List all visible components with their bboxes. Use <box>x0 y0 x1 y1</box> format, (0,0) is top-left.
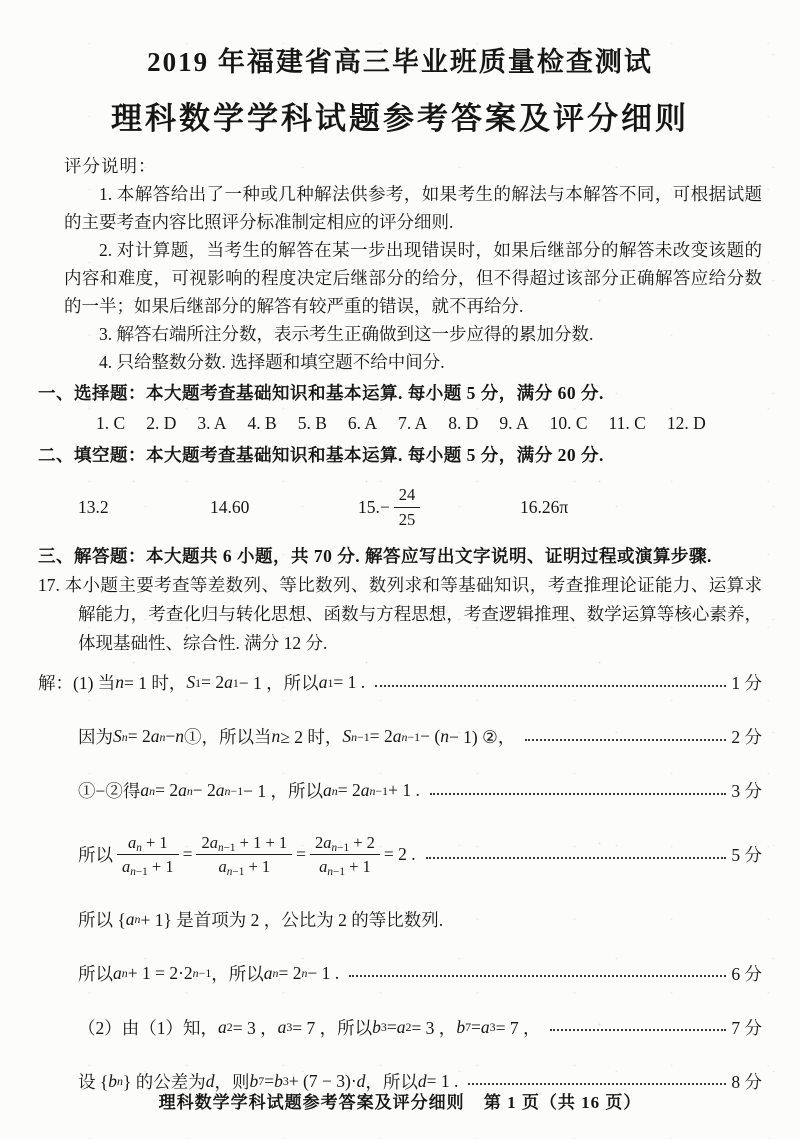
score-label: 1 分 <box>731 673 762 693</box>
blank-answer-label: 13. <box>78 496 100 517</box>
page-footer <box>0 1088 800 1113</box>
solution-step <box>38 961 762 986</box>
dotted-leader <box>426 857 727 859</box>
dotted-leader <box>349 975 726 977</box>
blank-answer-value: 26π <box>541 496 569 517</box>
solution-step-text: （2）由（1）知， a 2 = 3 ， a 3 = 7 ，所以 b 3 = a 2 = 3 ， b 7 = a 3 = 7 ， <box>78 1016 541 1038</box>
choice-answer: 10. C <box>549 413 588 433</box>
choice-answer: 12. D <box>666 413 706 433</box>
blank-answer-value: 2 <box>99 496 109 517</box>
fraction <box>196 832 292 878</box>
solution-step-text: 设 { b n } 的公差为 d ，则 b 7 = b 3 + (7 − 3)· d ，所以 d = 1 . <box>78 1070 459 1092</box>
exam-title: 2019 年福建省高三毕业班质量检查测试 <box>147 47 653 77</box>
footer-title: 理科数学学科试题参考答案及评分细则 <box>158 1093 465 1112</box>
fraction-numerator: $2a_{n-1} + 2$ <box>310 832 380 855</box>
fraction-denominator: $a_{n-1} + 1$ <box>122 857 174 879</box>
question-17-intro: 17. 本小题主要考查等差数列、等比数列、数列求和等基础知识，考查推理论证能力、运算求解能力，考查化归与转化思想、函数与方程思想，考查逻辑推理、数学运算等核心素养，体现基础性、综合性. 满分 12 分. <box>38 575 762 653</box>
blank-answer-value: 60 <box>231 496 250 517</box>
grading-notes-heading: 评分说明： <box>64 156 157 176</box>
step-prefix: 所以 <box>78 845 113 866</box>
blank-answer-label: 16. <box>520 496 542 517</box>
choice-answer: 8. D <box>448 413 479 433</box>
choice-answer: 5. B <box>297 413 327 433</box>
fraction-denominator: $a_{n-1} + 1$ <box>319 857 371 879</box>
section-heading-multiple-choice: 一、选择题：本大题考查基础知识和基本运算. 每小题 5 分，满分 60 分. <box>38 383 604 403</box>
choice-answer: 2. D <box>146 413 177 433</box>
fill-in-blank-answers-row <box>38 478 762 536</box>
blank-answer-15 <box>358 484 520 530</box>
solution-step <box>38 670 762 695</box>
score-label: 7 分 <box>731 1017 762 1038</box>
dotted-leader <box>550 1029 726 1031</box>
footer-page-number: 第 1 页（共 16 页） <box>483 1093 642 1112</box>
score-label: 6 分 <box>731 963 762 984</box>
grading-note-item: 4. 只给整数分数. 选择题和填空题不给中间分. <box>99 352 445 372</box>
minus-sign: − <box>379 496 390 517</box>
choice-answer: 11. C <box>608 413 646 433</box>
score-label: 8 分 <box>731 1071 762 1092</box>
blank-answer-label: 14. <box>210 496 232 517</box>
choice-answer: 6. A <box>347 413 378 433</box>
solution-step <box>38 778 762 803</box>
equals-sign: = <box>182 844 193 865</box>
solution-step <box>38 724 762 749</box>
section-heading-fill-in-blank: 二、填空题：本大题考查基础知识和基本运算. 每小题 5 分，满分 20 分. <box>38 445 604 465</box>
multiple-choice-answers-row <box>38 408 762 438</box>
blank-answer-label: 15. <box>358 496 380 517</box>
grading-note-item: 1. 本解答给出了一种或几种解法供参考，如果考生的解法与本解答不同，可根据试题的主要考查内容比照评分标准制定相应的评分细则. <box>64 184 762 232</box>
fraction-denominator: $a_{n-1} + 1$ <box>218 857 271 879</box>
choice-answer: 7. A <box>398 413 428 433</box>
equals-sign: = <box>296 844 307 865</box>
dotted-leader <box>525 739 726 741</box>
solution-step-text: 因为 S n = 2 a n − n ①，所以当 n ≥ 2 时， S n−1 = 2 a n−1 − ( n − 1) ②， <box>78 726 516 747</box>
solution-step <box>38 907 762 932</box>
solution-step-fraction-equation <box>38 832 762 878</box>
grading-note-item: 3. 解答右端所注分数，表示考生正确做到这一步应得的累加分数. <box>99 324 594 344</box>
choice-answer: 1. C <box>96 413 126 433</box>
grading-note-item: 2. 对计算题，当考生的解答在某一步出现错误时，如果后继部分的解答未改变该题的内容和难度，可视影响的程度决定后继部分的给分，但不得超过该部分正确解答应给分数的一半；如果后继部分的解答有较严重的错误，就不再给分. <box>64 240 762 316</box>
choice-answer: 3. A <box>197 413 227 433</box>
solution-step-text: 解：(1) 当 n = 1 时， S 1 = 2 a 1 − 1 ，所以 a 1 = 1 . <box>38 672 366 693</box>
dotted-leader <box>375 685 726 687</box>
solution-step-text: ①−②得 a n = 2 a n − 2 a n−1 − 1 ，所以 a n = 2 a n−1 + 1 . <box>78 780 420 801</box>
grading-notes <box>64 152 762 376</box>
fraction-denominator: 25 <box>398 509 416 529</box>
blank-answer-13 <box>78 497 210 518</box>
solution-step-text: 所以 a n + 1 = 2·2 n−1 ，所以 a n = 2 n − 1 . <box>78 962 340 984</box>
blank-answer-14 <box>210 497 358 518</box>
solution-step-text: 所以 { a n + 1} 是首项为 2 ，公比为 2 的等比数列. <box>78 908 444 930</box>
choice-answer: 4. B <box>247 413 277 433</box>
solution-step <box>38 1015 762 1040</box>
choice-answer: 9. A <box>499 413 529 433</box>
fraction-numerator: $a_n + 1$ <box>117 832 179 855</box>
solution-step-text <box>78 832 416 878</box>
dotted-leader <box>468 1083 726 1085</box>
fraction <box>117 832 179 878</box>
score-label: 2 分 <box>731 727 762 747</box>
blank-answer-16 <box>520 497 568 518</box>
score-label: 3 分 <box>731 781 762 801</box>
equation-result: = 2 . <box>383 844 416 865</box>
dotted-leader <box>430 793 727 795</box>
fraction-numerator: $2a_{n-1} + 1 + 1$ <box>196 832 292 855</box>
score-label: 5 分 <box>731 845 762 866</box>
fraction <box>310 832 380 878</box>
section-heading-free-response: 三、解答题：本大题共 6 小题，共 70 分. 解答应写出文字说明、证明过程或演算步骤. <box>38 546 712 566</box>
question-17-solution <box>38 670 762 1094</box>
fraction <box>394 484 421 530</box>
fraction-numerator: 24 <box>394 484 421 507</box>
answer-key-title: 理科数学学科试题参考答案及评分细则 <box>111 101 689 136</box>
